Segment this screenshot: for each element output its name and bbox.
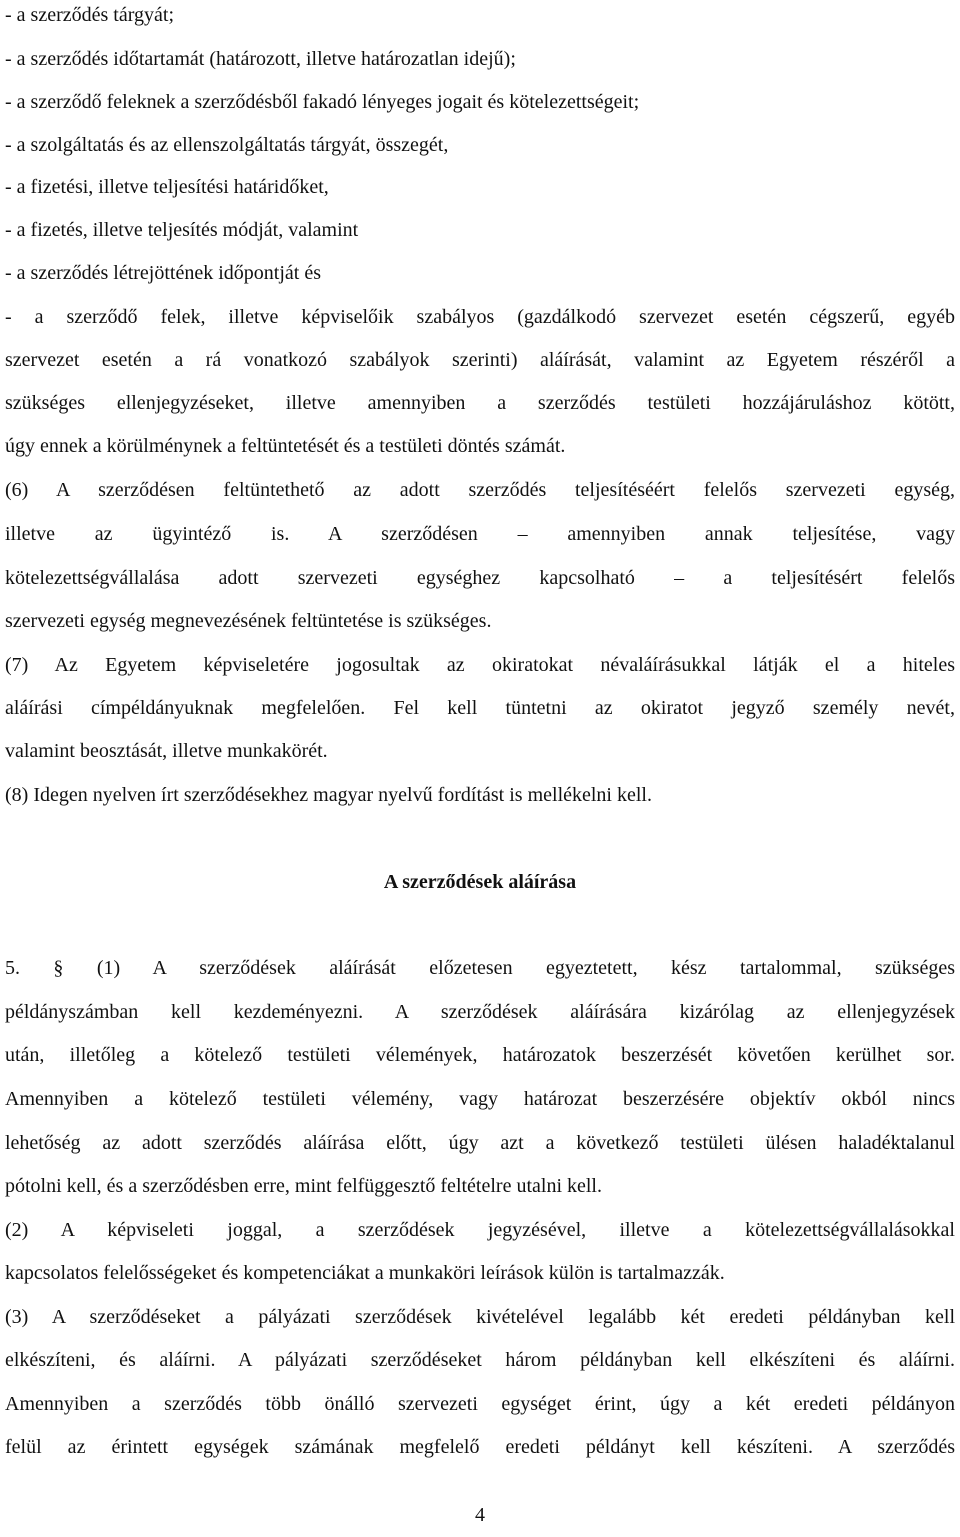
paragraph-line: Amennyiben a szerződés több önálló szervezeti egységet érint, úgy a két eredeti példányon [5,1393,955,1415]
paragraph-line: pótolni kell, és a szerződésben erre, mint felfüggesztő feltételre utalni kell. [5,1175,602,1197]
paragraph-line: szervezet esetén a rá vonatkozó szabályok szerinti) aláírását, valamint az Egyetem részéről a [5,349,955,371]
paragraph-line: után, illetőleg a kötelező testületi vélemények, határozatok beszerzését követően kerülhet sor. [5,1044,955,1066]
paragraph-line: 5. § (1) A szerződések aláírását előzetesen egyeztetett, kész tartalommal, szükséges [5,957,955,979]
paragraph-line: (7) Az Egyetem képviseletére jogosultak az okiratokat névaláírásukkal látják el a hiteles [5,654,955,676]
list-item: - a szerződés tárgyát; [5,4,174,26]
paragraph-line: felül az érintett egységek számának megfelelő eredeti példányt kell készíteni. A szerződés [5,1436,955,1458]
paragraph-line: (3) A szerződéseket a pályázati szerződések kivételével legalább két eredeti példányban kell [5,1306,955,1328]
paragraph-line: (6) A szerződésen feltüntethető az adott szerződés teljesítéséért felelős szervezeti egység, [5,479,955,501]
paragraph-line: (8) Idegen nyelven írt szerződésekhez magyar nyelvű fordítást is mellékelni kell. [5,784,652,806]
list-item: - a szolgáltatás és az ellenszolgáltatás tárgyát, összegét, [5,134,449,156]
section-heading: A szerződések aláírása [383,871,577,893]
paragraph-line: kapcsolatos felelősségeket és kompetenciákat a munkaköri leírások külön is tartalmazzák. [5,1262,725,1284]
paragraph-line: lehetőség az adott szerződés aláírása előtt, úgy azt a következő testületi ülésen haladéktalanul [5,1132,955,1154]
list-item: - a fizetés, illetve teljesítés módját, valamint [5,219,359,241]
paragraph-line: szervezeti egység megnevezésének feltüntetése is szükséges. [5,610,492,632]
paragraph-line: példányszámban kell kezdeményezni. A szerződések aláírására kizárólag az ellenjegyzések [5,1001,955,1023]
list-item: - a szerződés létrejöttének időpontját és [5,262,321,284]
list-item: - a szerződő feleknek a szerződésből fakadó lényeges jogait és kötelezettségeit; [5,91,640,113]
paragraph-line: kötelezettségvállalása adott szervezeti egységhez kapcsolható – a teljesítésért felelős [5,567,955,589]
list-item: - a szerződés időtartamát (határozott, illetve határozatlan idejű); [5,48,516,70]
paragraph-line: - a szerződő felek, illetve képviselőik szabályos (gazdálkodó szervezet esetén cégszerű, egyéb [5,306,955,328]
paragraph-line: valamint beosztását, illetve munkakörét. [5,740,328,762]
paragraph-line: úgy ennek a körülménynek a feltüntetését és a testületi döntés számát. [5,435,566,457]
paragraph-line: elkészíteni, és aláírni. A pályázati szerződéseket három példányban kell elkészíteni és aláírni. [5,1349,955,1371]
paragraph-line: (2) A képviseleti joggal, a szerződések jegyzésével, illetve a kötelezettségvállalásokkal [5,1219,955,1241]
document-page [5,0,955,1537]
page-number: 4 [475,1504,485,1526]
paragraph-line: illetve az ügyintéző is. A szerződésen – amennyiben annak teljesítése, vagy [5,523,955,545]
paragraph-line: Amennyiben a kötelező testületi vélemény, vagy határozat beszerzésére objektív okból nincs [5,1088,955,1110]
list-item: - a fizetési, illetve teljesítési határidőket, [5,176,329,198]
paragraph-line: szükséges ellenjegyzéseket, illetve amennyiben a szerződés testületi hozzájáruláshoz kötött, [5,392,955,414]
paragraph-line: aláírási címpéldányuknak megfelelően. Fel kell tüntetni az okiratot jegyző személy nevét, [5,697,955,719]
